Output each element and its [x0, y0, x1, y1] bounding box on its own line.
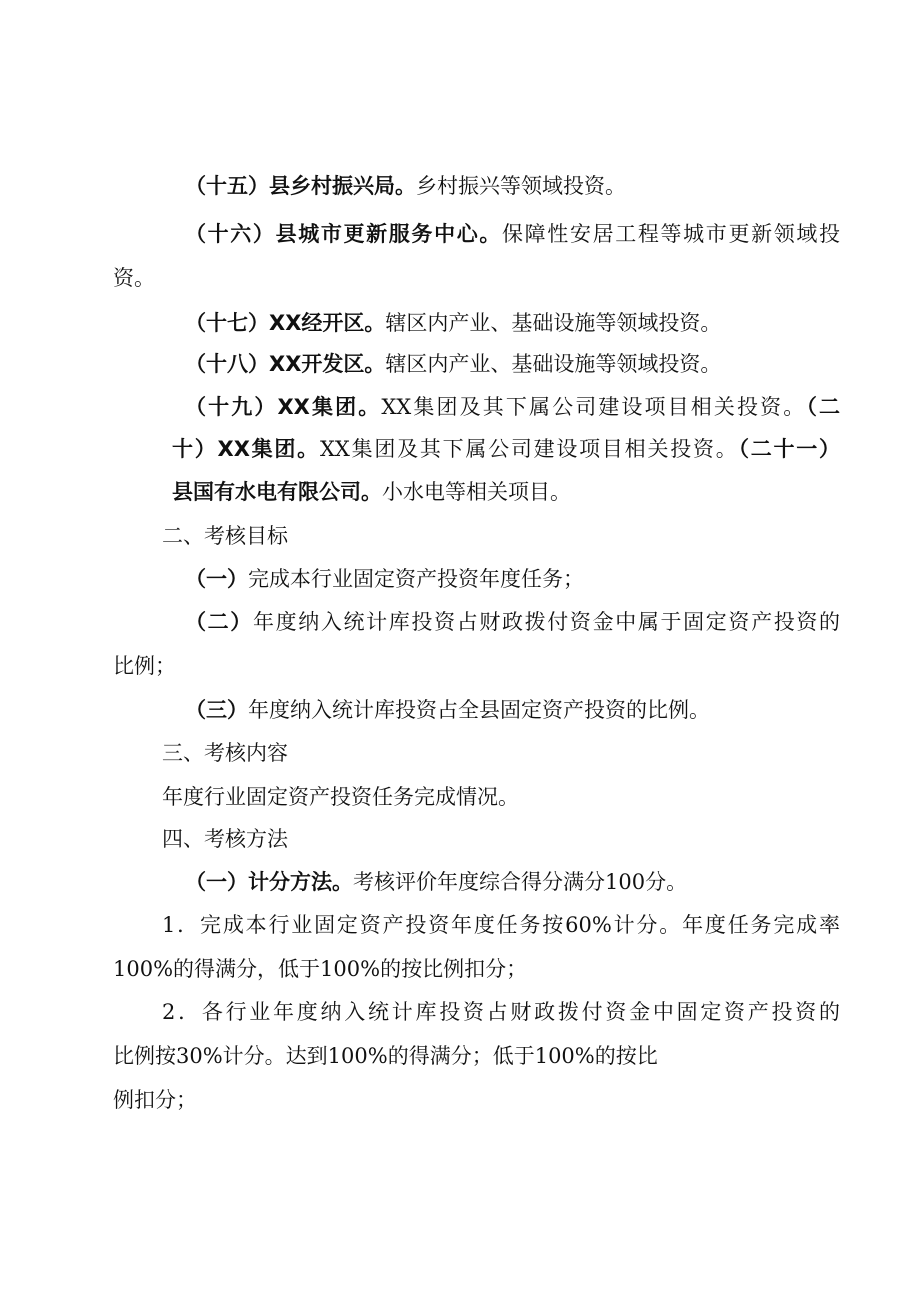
rule-2: 2．各行业年度纳入统计库投资占财政拨付资金中固定资产投资的 — [162, 1000, 840, 1024]
item-name: 县城市更新服务中心。 — [275, 222, 503, 246]
item-19 — [185, 393, 840, 421]
item-desc: 辖区内产业、基础设施等领域投资。 — [385, 352, 722, 376]
item-label: （十五） — [185, 174, 269, 198]
item-15 — [185, 172, 626, 200]
rule-2-continuation-2: 例扣分； — [113, 1088, 197, 1112]
item-name: XX经开区。 — [269, 311, 386, 335]
item-label: （十八） — [185, 352, 269, 376]
item-desc: XX集团及其下属公司建设项目相关投资。 — [381, 395, 807, 419]
goal-label: （三） — [185, 698, 248, 722]
method-text: 考核评价年度综合得分满分100分。 — [353, 870, 688, 894]
section-3-text: 年度行业固定资产投资任务完成情况。 — [162, 785, 519, 809]
goal-text: 年度纳入统计库投资占财政拨付资金中属于固定资产投资的 — [252, 610, 841, 634]
goal-text: 年度纳入统计库投资占全县固定资产投资的比例。 — [248, 698, 710, 722]
item-label: （十六） — [185, 222, 276, 246]
goal-label: （二） — [185, 610, 253, 634]
goal-text: 完成本行业固定资产投资年度任务； — [248, 567, 584, 591]
item-label: （十九） — [185, 395, 278, 419]
item-name: 县乡村振兴局。 — [269, 174, 416, 198]
item-17 — [185, 309, 721, 337]
rule-1: 1．完成本行业固定资产投资年度任务按60%计分。年度任务完成率 — [162, 913, 840, 937]
section-3-heading: 三、考核内容 — [162, 741, 288, 765]
method-label: （一） — [185, 870, 248, 894]
item-label: （十七） — [185, 311, 269, 335]
item-desc: 乡村振兴等领域投资。 — [416, 174, 626, 198]
method-1 — [185, 868, 687, 896]
item-name: 县国有水电有限公司。 — [172, 480, 382, 504]
goal-3 — [185, 696, 710, 724]
section-4-heading: 四、考核方法 — [162, 827, 288, 851]
item-20 — [172, 435, 840, 463]
item-name: XX开发区。 — [269, 352, 386, 376]
goal-2-continuation: 比例； — [113, 654, 176, 678]
item-name: XX集团。 — [277, 395, 382, 419]
goal-label: （一） — [185, 567, 248, 591]
item-desc: XX集团及其下属公司建设项目相关投资。 — [319, 437, 739, 461]
goal-2 — [185, 608, 840, 636]
item-16 — [185, 220, 840, 248]
rule-2-continuation: 比例按30%计分。达到100%的得满分；低于100%的按比 — [113, 1044, 658, 1068]
goal-1 — [185, 565, 584, 593]
item-desc-cont: 资。 — [113, 266, 155, 290]
item-21 — [172, 478, 571, 506]
section-2-heading: 二、考核目标 — [162, 524, 288, 548]
item-16-continuation — [113, 264, 155, 292]
item-desc: 小水电等相关项目。 — [382, 480, 571, 504]
next-item-label: （二十一） — [738, 437, 840, 461]
method-title: 计分方法。 — [248, 870, 353, 894]
item-desc: 辖区内产业、基础设施等领域投资。 — [385, 311, 722, 335]
item-desc: 保障性安居工程等城市更新领域投 — [502, 222, 841, 246]
next-item-label-start: （二 — [806, 395, 841, 419]
item-18 — [185, 350, 721, 378]
item-name: XX集团。 — [217, 437, 320, 461]
item-label-end: 十） — [172, 437, 218, 461]
rule-1-continuation: 100%的得满分，低于100%的按比例扣分； — [113, 957, 528, 981]
